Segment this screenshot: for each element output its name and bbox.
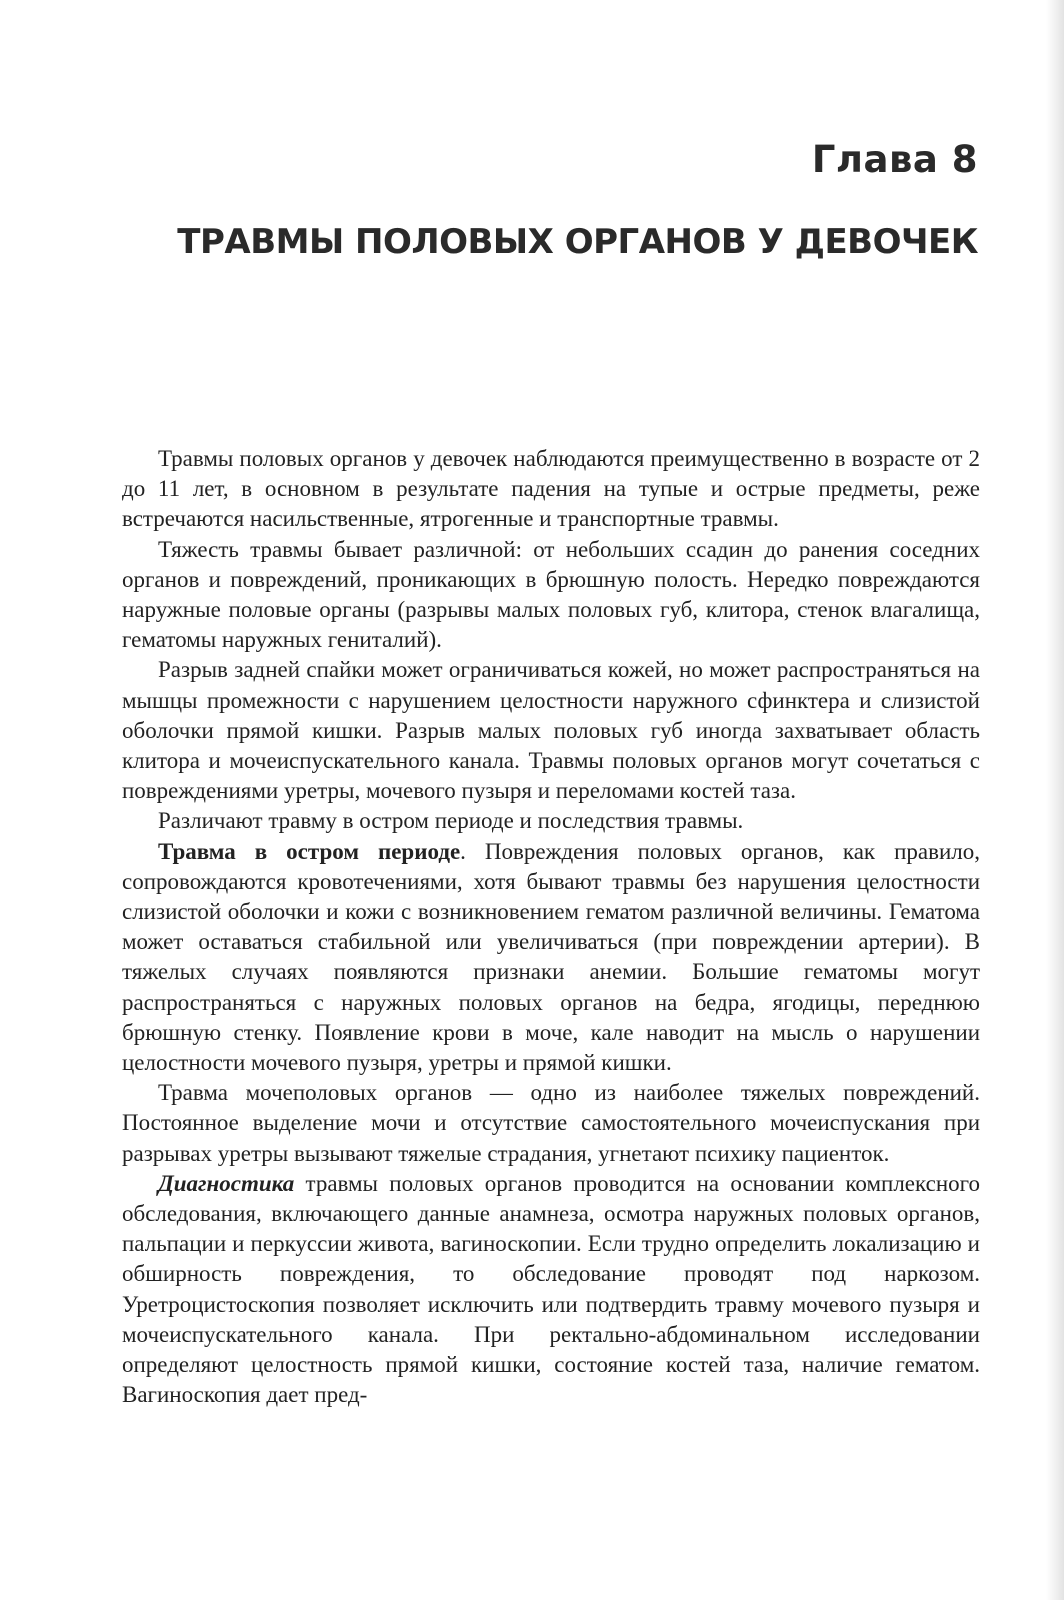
paragraph-3	[122, 655, 980, 806]
paragraph-4	[122, 806, 980, 836]
paragraph-text: Разрыв задней спайки может ограничиваться кожей, но может распространяться на мышцы промежности с нарушением целостности наружного сфинктера и слизистой оболочки прямой кишки. Разрыв малых половых губ иногда захватывает область клитора и мочеиспускательного канала. Травмы половых органов могут сочетаться с повреждениями уретры, мочевого пузыря и переломами костей таза.	[122, 657, 980, 804]
paragraph-2	[122, 535, 980, 656]
paragraph-5	[122, 837, 980, 1079]
paragraph-text: Травма мочеполовых органов — одно из наиболее тяжелых повреждений. Постоянное выделение мочи и отсутствие самостоятельного мочеиспускания при разрывах уретры вызывают тяжелые страдания, угнетают психику пациенток.	[122, 1080, 980, 1166]
paragraph-text: травмы половых органов проводится на основании комплексного обследования, включающего данные анамнеза, осмотра наружных половых органов, пальпации и перкуссии живота, вагиноскопии. Если трудно определить локализацию и обширность повреждения, то обследование проводят под наркозом. Уретроцистоскопия позволяет исключить или подтвердить травму мочевого пузыря и мочеиспускательного канала. При ректально-абдоминальном исследовании определяют целостность прямой кишки, состояние костей таза, наличие гематом. Вагиноскопия дает пред-	[122, 1170, 980, 1408]
page-edge-shadow	[1046, 0, 1064, 1600]
chapter-title: ТРАВМЫ ПОЛОВЫХ ОРГАНОВ У ДЕВОЧЕК	[177, 222, 978, 262]
paragraph-1	[122, 444, 980, 535]
chapter-label: Глава 8	[811, 138, 978, 181]
body-text	[122, 444, 980, 1411]
paragraph-text: Травмы половых органов у девочек наблюдаются преимущественно в возрасте от 2 до 11 лет, в основном в результате падения на тупые и острые предметы, реже встречаются насильственные, ятрогенные и транспортные травмы.	[122, 446, 980, 532]
paragraph-run-in-heading: Диагностика	[158, 1170, 295, 1196]
paragraph-text: Различают травму в остром периоде и последствия травмы.	[158, 808, 744, 834]
paragraph-7	[122, 1169, 980, 1411]
paragraph-text: Тяжесть травмы бывает различной: от небольших ссадин до ранения соседних органов и повреждений, проникающих в брюшную полость. Нередко повреждаются наружные половые органы (разрывы малых половых губ, клитора, стенок влагалища, гематомы наружных гениталий).	[122, 536, 980, 653]
paragraph-text: . Повреждения половых органов, как правило, сопровождаются кровотечениями, хотя бывают травмы без нарушения целостности слизистой оболочки и кожи с возникновением гематом различной величины. Гематома может оставаться стабильной или увеличиваться (при повреждении артерии). В тяжелых случаях появляются признаки анемии. Большие гематомы могут распространяться с наружных половых органов на бедра, ягодицы, переднюю брюшную стенку. Появление крови в моче, кале наводит на мысль о нарушении целостности мочевого пузыря, уретры и прямой кишки.	[122, 838, 980, 1076]
paragraph-6	[122, 1078, 980, 1169]
paragraph-run-in-heading: Травма в остром периоде	[158, 838, 461, 864]
